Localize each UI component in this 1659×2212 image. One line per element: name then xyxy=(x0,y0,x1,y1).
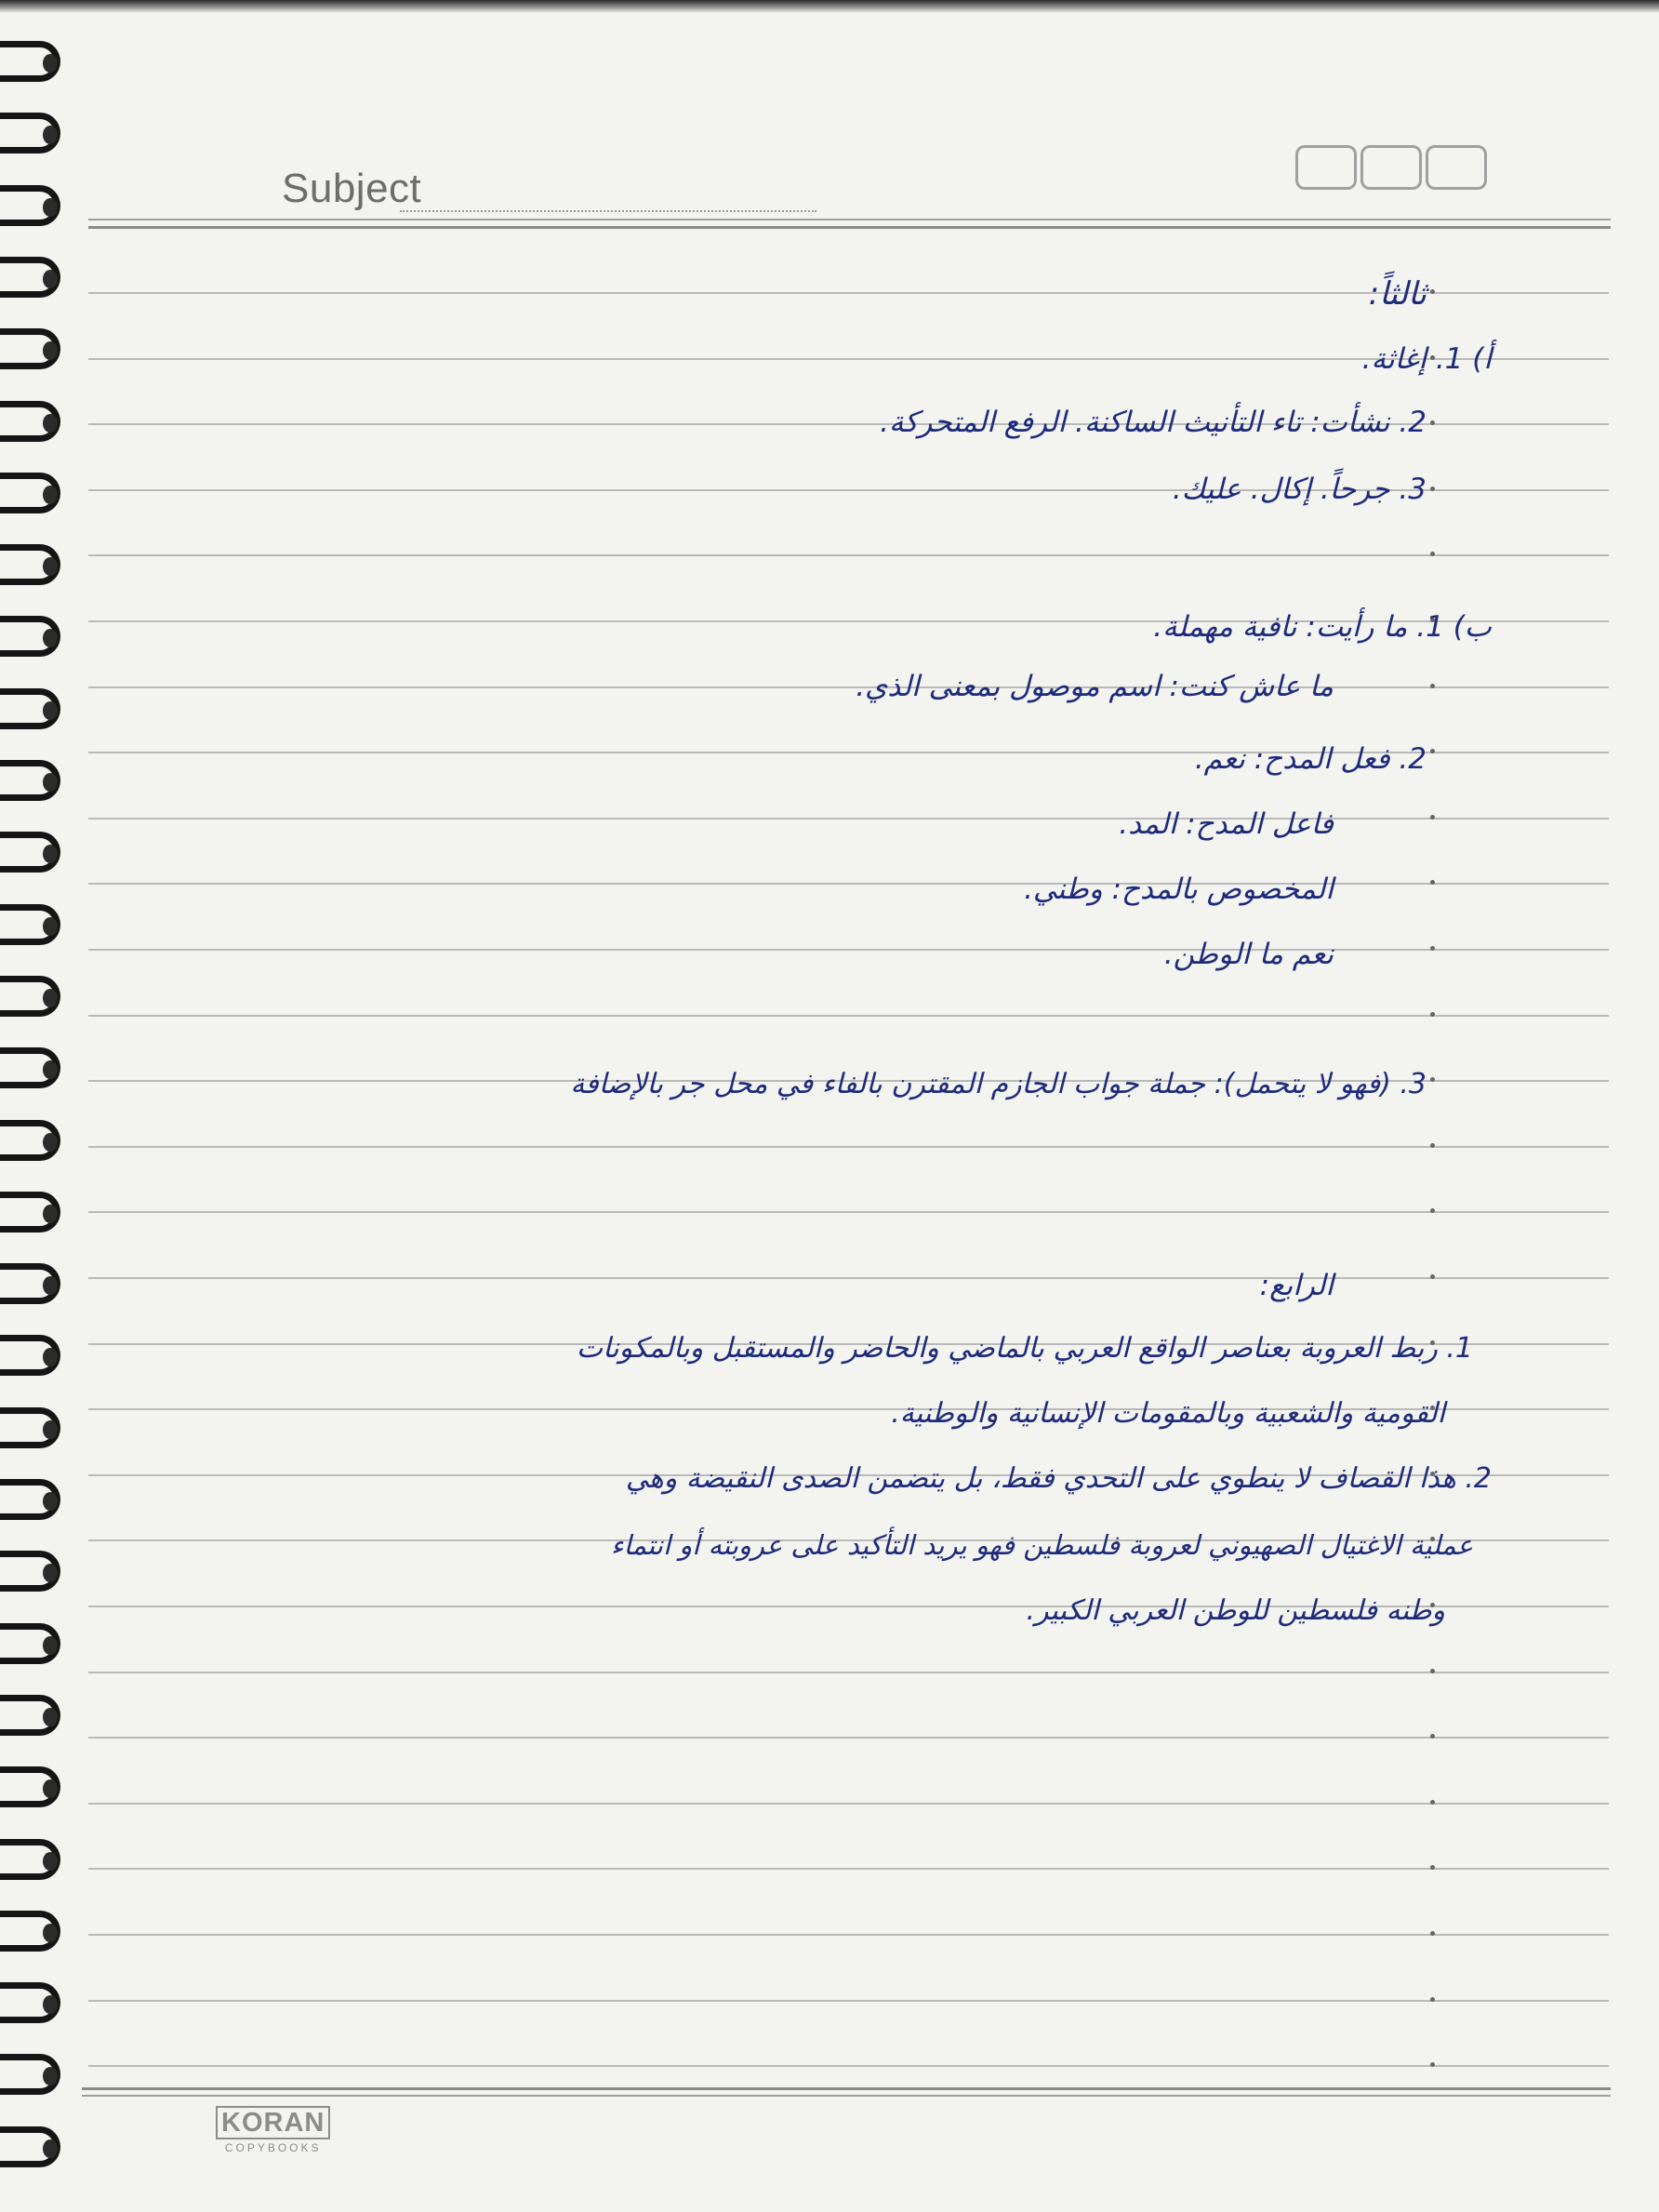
handwritten-line: 3. جرحاً. إكال. عليك. xyxy=(1172,473,1427,506)
date-boxes xyxy=(1295,145,1487,190)
handwritten-line: 3. (فهو لا يتحمل): جملة جواب الجازم المقترن بالفاء في محل جر بالإضافة xyxy=(570,1068,1427,1100)
date-box xyxy=(1295,145,1357,190)
ruled-line xyxy=(88,949,1609,951)
spiral-ring xyxy=(0,1116,63,1159)
brand-name: KORAN xyxy=(216,2106,330,2139)
spiral-ring xyxy=(0,1619,63,1662)
spiral-ring xyxy=(0,828,63,871)
page-top-edge xyxy=(0,0,1659,13)
spiral-ring xyxy=(0,1691,63,1734)
spiral-ring xyxy=(0,540,63,583)
spiral-ring xyxy=(0,1259,63,1302)
spiral-ring xyxy=(0,1331,63,1374)
handwritten-line: عملية الاغتيال الصهيوني لعروبة فلسطين فهو يريد التأكيد على عروبته أو انتماء xyxy=(610,1529,1473,1561)
spiral-ring xyxy=(0,2123,63,2165)
ruled-line xyxy=(88,1803,1609,1805)
ruled-line xyxy=(88,1146,1609,1148)
spiral-ring xyxy=(0,1907,63,1950)
ruled-line xyxy=(88,686,1609,688)
ruled-line xyxy=(88,1277,1609,1279)
date-box xyxy=(1360,145,1422,190)
spiral-ring xyxy=(0,1404,63,1446)
spiral-ring xyxy=(0,612,63,655)
spiral-ring xyxy=(0,2050,63,2093)
spiral-ring xyxy=(0,397,63,440)
spiral-ring xyxy=(0,181,63,224)
handwritten-line: وطنه فلسطين للوطن العربي الكبير. xyxy=(1026,1594,1445,1627)
handwritten-line: نعم ما الوطن. xyxy=(1163,938,1334,971)
ruled-line xyxy=(88,2000,1609,2002)
date-box xyxy=(1426,145,1487,190)
handwritten-line: ب) 1. ما رأيت: نافية مهملة. xyxy=(1153,610,1492,644)
spiral-ring xyxy=(0,1475,63,1518)
spiral-ring xyxy=(0,1547,63,1590)
spiral-ring xyxy=(0,109,63,152)
handwritten-line: 2. نشأت: تاء التأنيث الساكنة. الرفع المتحركة. xyxy=(880,406,1427,439)
section-heading: الرابع: xyxy=(1259,1269,1334,1302)
spiral-binding xyxy=(0,0,84,2212)
spiral-ring xyxy=(0,685,63,727)
ruled-line xyxy=(88,1868,1609,1870)
handwritten-line: أ) 1. إغاثة. xyxy=(1361,342,1492,376)
handwritten-line: المخصوص بالمدح: وطني. xyxy=(1024,873,1334,906)
ruled-line xyxy=(88,883,1609,885)
handwritten-line: القومية والشعبية وبالمقومات الإنسانية والوطنية. xyxy=(891,1397,1445,1430)
brand-tagline: COPYBOOKS xyxy=(224,2141,322,2154)
spiral-ring xyxy=(0,756,63,799)
spiral-ring xyxy=(0,1044,63,1086)
header-rule xyxy=(88,226,1611,229)
header-rule xyxy=(88,219,1611,220)
brand-logo xyxy=(216,2106,330,2154)
ruled-line xyxy=(88,2065,1609,2067)
ruled-line xyxy=(88,554,1609,556)
handwritten-line: ما عاش كنت: اسم موصول بمعنى الذي. xyxy=(856,670,1334,703)
section-heading: ثالثاً: xyxy=(1368,275,1427,313)
ruled-line xyxy=(88,1672,1609,1673)
spiral-ring xyxy=(0,972,63,1015)
spiral-ring xyxy=(0,37,63,80)
handwritten-line: فاعل المدح: المد. xyxy=(1119,807,1334,841)
ruled-line xyxy=(88,1015,1609,1017)
ruled-line xyxy=(88,1934,1609,1936)
spiral-ring xyxy=(0,469,63,512)
spiral-ring xyxy=(0,325,63,367)
handwritten-line: 2. فعل المدح: نعم. xyxy=(1194,742,1427,776)
spiral-ring xyxy=(0,1763,63,1806)
subject-label: Subject xyxy=(282,166,422,211)
subject-line xyxy=(400,210,816,212)
spiral-ring xyxy=(0,900,63,943)
ruled-line xyxy=(88,818,1609,820)
spiral-ring xyxy=(0,1188,63,1231)
footer-rule xyxy=(82,2095,1611,2097)
handwritten-line: 1. ربط العروبة بعناصر الواقع العربي بالماضي والحاضر والمستقبل وبالمكونات xyxy=(576,1332,1473,1365)
handwritten-line: 2. هذا القصاف لا ينطوي على التحدي فقط، بل يتضمن الصدى النقيضة وهي xyxy=(625,1462,1492,1495)
spiral-ring xyxy=(0,253,63,296)
ruled-line xyxy=(88,1211,1609,1213)
footer-rule xyxy=(82,2087,1611,2090)
spiral-ring xyxy=(0,1979,63,2021)
spiral-ring xyxy=(0,1835,63,1878)
ruled-line xyxy=(88,1737,1609,1739)
